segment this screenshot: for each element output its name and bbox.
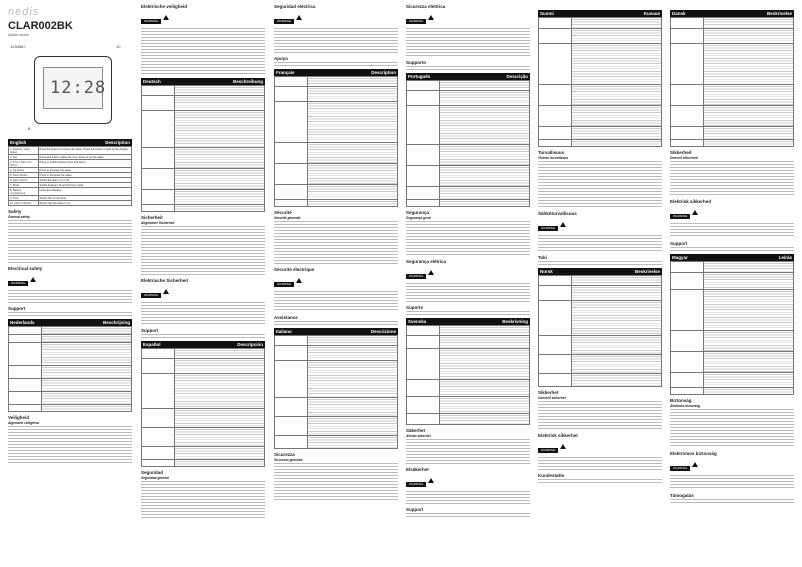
seguranca-geral-heading: Segurança geral [406, 216, 431, 220]
electrical-safety-heading: Electrical safety [8, 266, 43, 271]
allman-sakerhet-heading: Allmän säkerhet [406, 434, 431, 438]
nederlands-description-table [8, 326, 132, 412]
text-block [538, 478, 662, 483]
text-block [406, 220, 530, 256]
table-row [8, 392, 132, 405]
table-row [8, 327, 132, 335]
table-row [8, 379, 132, 392]
column-5: Suomi Kuvaus Turvallisuus Yleinen turvallisuus Sähköturvallisuus WARNING Tuki Norsk Beskrivelse Sikkerhet Generell sikkerhet Elektrisk sikkerhet WARNING Kundestøtte [538, 4, 662, 564]
warning-icon [163, 289, 169, 294]
norsk-description-header: Norsk Beskrivelse [540, 269, 660, 274]
table-row [8, 343, 132, 366]
text-block [141, 333, 265, 338]
assistance-heading: Assistance [274, 315, 298, 320]
biztonsag-heading: Biztonság [670, 398, 692, 403]
portugues-description-table [406, 80, 530, 207]
warning-icon [692, 462, 698, 467]
table-row: 5. Down button Press to decrease the value. [9, 173, 132, 178]
yleinen-turvallisuus-heading: Yleinen turvallisuus [538, 156, 569, 160]
turvallisuus-heading: Turvallisuus [538, 150, 565, 155]
text-block [274, 290, 398, 312]
english-description-header [8, 139, 132, 146]
clock-display [43, 67, 107, 109]
text-block [670, 498, 794, 503]
text-block [274, 61, 398, 66]
portugues-description-header: Português Descrição [408, 74, 528, 79]
espanol-description-header: Español Descripción [143, 342, 263, 347]
magyar-description-table [670, 261, 794, 395]
text-block [406, 27, 530, 57]
lang-label: English [10, 140, 27, 145]
securite-generale-heading: Sécurité générale [274, 216, 301, 220]
column-4: Sicurezza elettrica WARNING Supporto Português Descrição Segurança Segurança geral Segurança elétrica WARNING Suporte Svenska Beskrivning Säkerhet Allmän säkerhet Elsäkerhet WARNING Support [406, 4, 530, 564]
text-block [274, 320, 398, 325]
table-row: 8. Battery compartment Insert the batteries. [9, 188, 132, 196]
norsk-description-table [538, 275, 662, 387]
svenska-description-header: Svenska Beskrivning [408, 319, 528, 324]
text-block [538, 456, 662, 470]
elektrisk-sikkerhet-heading: Elektrisk sikkerhet [538, 433, 578, 438]
table-row [8, 335, 132, 343]
svenska-description-table [406, 325, 530, 425]
sicherheit-heading: Sicherheit [141, 215, 163, 220]
supporto-heading: Supporto [406, 60, 426, 65]
product-figure [8, 40, 132, 136]
text-block [670, 474, 794, 490]
general-safety-heading: General safety [8, 215, 30, 219]
figure-callout-bottom: 8 [28, 126, 31, 131]
text-block [274, 220, 398, 264]
elektromos-biztonsag-heading: Elektromos biztonság [670, 451, 717, 456]
text-block [538, 234, 662, 252]
warning-icon [30, 277, 36, 282]
electrical-safety-text [8, 289, 132, 303]
support-heading: Support [8, 306, 26, 311]
support-heading: Support [141, 328, 159, 333]
sicurezza-heading: Sicurezza [274, 452, 295, 457]
column-6: Dansk Beskrivelse Sikkerhed Generel sikkerhed Elektrisk sikkerhed WARNING Support Magyar Leírás Biztonság Általános biztonság Elektromos biztonság WARNING Támogatás [670, 4, 794, 564]
generell-sikkerhet-heading: Generell sikkerhet [538, 396, 566, 400]
warning-label: WARNING [8, 281, 28, 286]
sakerhet-heading: Säkerhet [406, 428, 426, 433]
allgemeine-sicherheit-heading: Allgemeine Sicherheit [141, 221, 175, 225]
suomi-description-header: Suomi Kuvaus [540, 11, 660, 16]
table-row: 4. Up button Press to increase the value. [9, 168, 132, 173]
warning-icon [163, 15, 169, 20]
deutsch-description-table [141, 85, 265, 212]
elektrisk-sikkerhed-heading: Elektrisk sikkerhed [670, 199, 712, 204]
espanol-description-table [141, 348, 265, 467]
text-block [274, 462, 398, 502]
seguridad-heading: Seguridad [141, 470, 164, 475]
italiano-description-header: Italiano Descrizione [276, 329, 396, 334]
warning-icon [692, 210, 698, 215]
warning-icon [296, 15, 302, 20]
francais-description-header: Français Description [276, 70, 396, 75]
table-row: 1. Snooze / Light button Press the button to snooze the alarm. Press this button to light up the display. [9, 147, 132, 155]
magyar-description-header: Magyar Leírás [672, 255, 792, 260]
text-block [406, 65, 530, 70]
suporte-heading: Suporte [406, 305, 424, 310]
text-block [670, 222, 794, 238]
nl-safety-heading: Veiligheid [8, 415, 30, 420]
text-block [538, 260, 662, 265]
elsakerhet-heading: Elsäkerhet [406, 467, 429, 472]
desc-label: Description [105, 140, 130, 145]
nederlands-description-header: Nederlands Beschrijving [10, 320, 130, 325]
text-block [141, 225, 265, 275]
warning-icon [296, 278, 302, 283]
elektrische-veiligheid-heading: Elektrische veiligheid [141, 4, 188, 9]
tamogatas-heading: Támogatás [670, 493, 694, 498]
dansk-description-table [670, 17, 794, 147]
table-row: 2. Set Press and hold to adjust the time. Press to set the alarm. [9, 155, 132, 160]
elektrische-sicherheit-heading: Elektrische Sicherheit [141, 278, 189, 283]
text-block [406, 282, 530, 302]
warning-icon [560, 222, 566, 227]
francais-description-table [274, 76, 398, 207]
table-row: 9. Time Shows the current time. [9, 196, 132, 201]
warning-icon [560, 444, 566, 449]
warning-icon [428, 270, 434, 275]
text-block [670, 408, 794, 448]
nl-general-safety-heading: Algemene veiligheid [8, 421, 39, 425]
table-row [8, 366, 132, 379]
product-subtitle: Alarm clock [8, 32, 29, 37]
column-2: Elektrische veiligheid WARNING Deutsch Beschreibung Sicherheit Allgemeine Sicherheit Elektrische Sicherheit WARNING Support Español Descripción Seguridad Seguridad general [141, 4, 265, 564]
text-block [670, 160, 794, 196]
sikkerhed-heading: Sikkerhed [670, 150, 692, 155]
nl-safety-text [8, 425, 132, 465]
text-block [406, 512, 530, 517]
table-row [8, 405, 132, 412]
text-block [406, 490, 530, 504]
securite-heading: Sécurité [274, 210, 292, 215]
sikkerhet-heading: Sikkerhet [538, 390, 559, 395]
text-block [141, 480, 265, 520]
kundestotte-heading: Kundestøtte [538, 473, 565, 478]
warning-icon [428, 478, 434, 483]
text-block [141, 301, 265, 325]
tuki-heading: Tuki [538, 255, 547, 260]
clock-digits: 12:28 [50, 78, 107, 98]
table-row: 6. Alarm switch Switch the alarm on or off. [9, 178, 132, 183]
dansk-description-header: Dansk Beskrivelse [672, 11, 792, 16]
seguranca-heading: Segurança [406, 210, 430, 215]
text-block [274, 27, 398, 53]
text-block [670, 246, 794, 251]
figure-callout-top: 123456? [10, 44, 26, 49]
sahkoturvallisuus-heading: Sähköturvallisuus [538, 211, 577, 216]
text-block [538, 160, 662, 208]
table-row: 3. Time / Alarm set button Press to switch between time and alarm. [9, 160, 132, 168]
suomi-description-table [538, 17, 662, 147]
support-heading: Support [670, 241, 688, 246]
safety-heading: Safety [8, 209, 22, 214]
model-number: CLAR002BK [8, 20, 73, 32]
column-3: Seguridad eléctrica WARNING Apoyo Français Description Sécurité Sécurité générale Sécurité électrique WARNING Assistance Italiano Descrizione Sicurezza Sicurezza generale [274, 4, 398, 564]
seguridad-electrica-heading: Seguridad eléctrica [274, 4, 316, 9]
warning-icon [428, 15, 434, 20]
seguridad-general-heading: Seguridad general [141, 476, 169, 480]
brand-logo: nedis [8, 6, 40, 18]
text-block [406, 310, 530, 315]
securite-electrique-heading: Sécurité électrique [274, 267, 315, 272]
clock-illustration [34, 56, 112, 124]
italiano-description-table [274, 335, 398, 449]
generel-sikkerhed-heading: Generel sikkerhed [670, 156, 698, 160]
column-1 [8, 4, 132, 564]
altalanos-biztonsag-heading: Általános biztonság [670, 404, 701, 408]
english-description-table [8, 146, 132, 206]
seguranca-eletrica-heading: Segurança elétrica [406, 259, 447, 264]
text-block [406, 438, 530, 464]
figure-callout-right: 10 [116, 44, 121, 49]
support-heading: Support [406, 507, 424, 512]
text-block [141, 27, 265, 75]
sicurezza-elettrica-heading: Sicurezza elettrica [406, 4, 446, 9]
apoyo-heading: Apoyo [274, 56, 288, 61]
support-text [8, 311, 132, 316]
table-row: 10. Alarm indicator Shows that the alarm is on. [9, 201, 132, 206]
table-row: 7. Mode Switch between 12 and 24 hour mode. [9, 183, 132, 188]
safety-text [8, 219, 132, 263]
sicurezza-generale-heading: Sicurezza generale [274, 458, 303, 462]
text-block [538, 400, 662, 430]
deutsch-description-header: Deutsch Beschreibung [143, 79, 263, 84]
